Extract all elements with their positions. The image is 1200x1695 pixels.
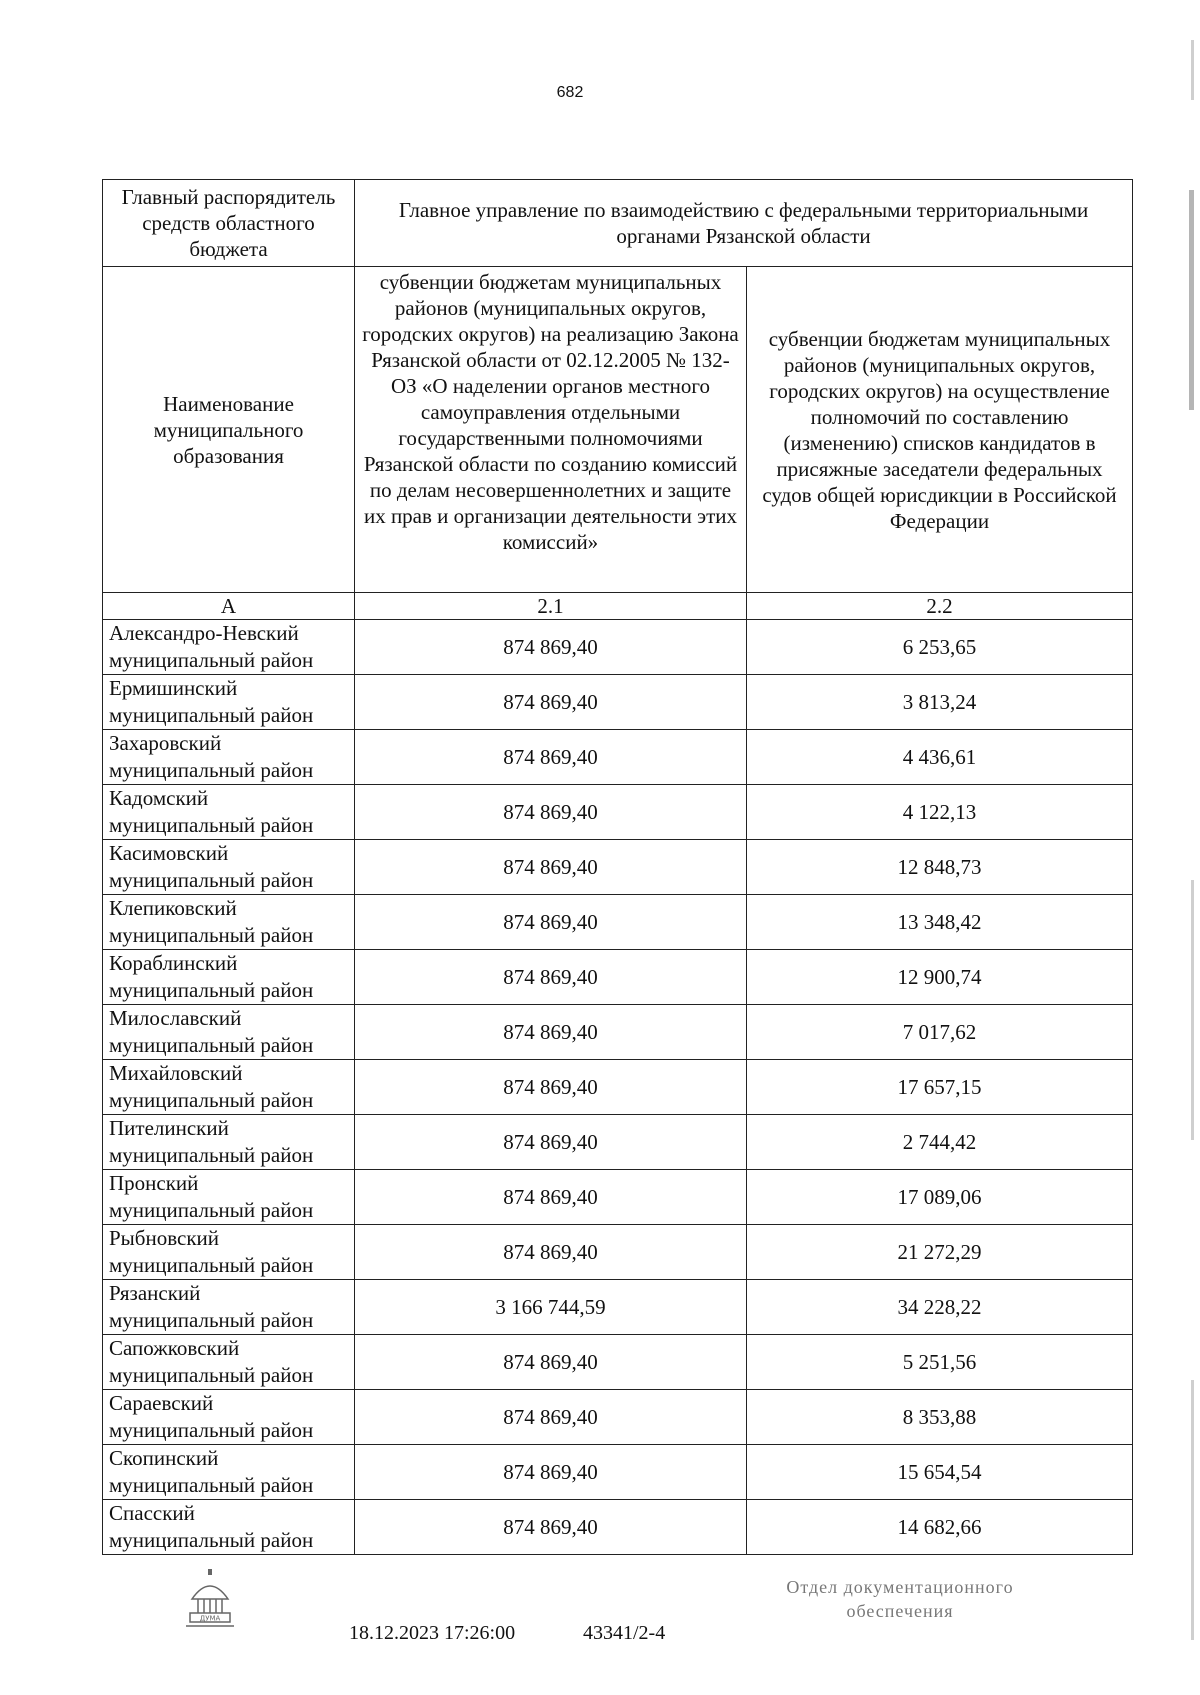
municipality-type: муниципальный район	[109, 1418, 314, 1442]
municipality-name: Кадомский	[109, 786, 209, 810]
logo-text: ДУМА	[199, 1614, 221, 1623]
value-2-2-cell: 12 900,74	[747, 950, 1133, 1005]
scan-edge-mark	[1191, 1380, 1194, 1640]
municipality-type: муниципальный район	[109, 648, 314, 672]
municipality-name: Клепиковский	[109, 896, 237, 920]
table-row	[103, 785, 1133, 840]
value-2-1-cell: 874 869,40	[355, 1225, 747, 1280]
table-row	[103, 620, 1133, 675]
municipality-name-cell	[103, 675, 355, 730]
municipality-name-cell	[103, 895, 355, 950]
value-2-2-cell: 21 272,29	[747, 1225, 1133, 1280]
scan-edge-mark	[1189, 190, 1194, 410]
municipality-name: Рыбновский	[109, 1226, 220, 1250]
municipality-name: Михайловский	[109, 1061, 243, 1085]
municipality-type: муниципальный район	[109, 1143, 314, 1167]
table-row	[103, 730, 1133, 785]
municipality-name-cell	[103, 1500, 355, 1555]
value-2-1-cell: 874 869,40	[355, 1445, 747, 1500]
value-2-1-cell: 874 869,40	[355, 675, 747, 730]
header-distributor-label: Главный распорядитель средств областного бюджета	[103, 180, 355, 267]
column-code-a: А	[103, 593, 355, 620]
table-row	[103, 1225, 1133, 1280]
table-row	[103, 1335, 1133, 1390]
stamp-line-2: обеспечения	[846, 1601, 954, 1621]
municipality-name: Кораблинский	[109, 951, 238, 975]
value-2-2-cell: 7 017,62	[747, 1005, 1133, 1060]
table-row	[103, 675, 1133, 730]
value-2-1-cell: 874 869,40	[355, 1005, 747, 1060]
value-2-2-cell: 3 813,24	[747, 675, 1133, 730]
table-body	[103, 620, 1133, 1555]
value-2-1-cell: 874 869,40	[355, 620, 747, 675]
municipality-name-cell	[103, 1445, 355, 1500]
table-row	[103, 1500, 1133, 1555]
header-row-distributor	[103, 180, 1133, 267]
municipality-name: Касимовский	[109, 841, 229, 865]
budget-table	[102, 179, 1133, 1555]
municipality-name: Пронский	[109, 1171, 199, 1195]
municipality-type: муниципальный район	[109, 1088, 314, 1112]
header-row-column-codes	[103, 593, 1133, 620]
municipality-name-cell	[103, 950, 355, 1005]
header-municipality-label: Наименование муниципального образования	[103, 267, 355, 593]
table-row	[103, 840, 1133, 895]
table-row	[103, 1115, 1133, 1170]
municipality-type: муниципальный район	[109, 1308, 314, 1332]
duma-logo-icon	[184, 1569, 236, 1634]
value-2-2-cell: 13 348,42	[747, 895, 1133, 950]
value-2-1-cell: 874 869,40	[355, 785, 747, 840]
municipality-name: Пителинский	[109, 1116, 229, 1140]
municipality-name: Сараевский	[109, 1391, 214, 1415]
header-col-2-1-description: субвенции бюджетам муниципальных районов (муниципальных округов, городских округов) на реализацию Закона Рязанской области от 02.12.2005 № 132-ОЗ «О наделении органов местного самоуправления отдельными государственными полномочиями Рязанской области по созданию комиссий по делам несовершеннолетних и защите их прав и организации деятельности этих комиссий»	[355, 267, 747, 593]
value-2-2-cell: 5 251,56	[747, 1335, 1133, 1390]
municipality-name-cell	[103, 1115, 355, 1170]
municipality-name-cell	[103, 620, 355, 675]
value-2-1-cell: 874 869,40	[355, 895, 747, 950]
department-stamp	[760, 1575, 1040, 1623]
municipality-type: муниципальный район	[109, 1528, 314, 1552]
value-2-1-cell: 874 869,40	[355, 1170, 747, 1225]
municipality-name: Захаровский	[109, 731, 222, 755]
municipality-name: Скопинский	[109, 1446, 219, 1470]
municipality-type: муниципальный район	[109, 1363, 314, 1387]
municipality-type: муниципальный район	[109, 758, 314, 782]
value-2-1-cell: 3 166 744,59	[355, 1280, 747, 1335]
scan-edge-mark	[1191, 880, 1194, 1140]
municipality-type: муниципальный район	[109, 1198, 314, 1222]
value-2-2-cell: 12 848,73	[747, 840, 1133, 895]
table-row	[103, 1005, 1133, 1060]
value-2-1-cell: 874 869,40	[355, 950, 747, 1005]
municipality-name-cell	[103, 1225, 355, 1280]
value-2-2-cell: 34 228,22	[747, 1280, 1133, 1335]
municipality-name: Милославский	[109, 1006, 242, 1030]
table-row	[103, 1060, 1133, 1115]
value-2-1-cell: 874 869,40	[355, 840, 747, 895]
municipality-type: муниципальный район	[109, 978, 314, 1002]
header-distributor-value: Главное управление по взаимодействию с федеральными территориальными органами Рязанской области	[355, 180, 1133, 267]
page-number: 682	[556, 84, 584, 101]
municipality-type: муниципальный район	[109, 1473, 314, 1497]
municipality-type: муниципальный район	[109, 703, 314, 727]
value-2-1-cell: 874 869,40	[355, 1390, 747, 1445]
municipality-name-cell	[103, 840, 355, 895]
table-row	[103, 1445, 1133, 1500]
header-row-descriptions	[103, 267, 1133, 593]
municipality-type: муниципальный район	[109, 1033, 314, 1057]
column-code-2-2: 2.2	[747, 593, 1133, 620]
municipality-type: муниципальный район	[109, 923, 314, 947]
header-col-2-2-description: субвенции бюджетам муниципальных районов (муниципальных округов, городских округов) на осуществление полномочий по составлению (изменению) списков кандидатов в присяжные заседатели федеральных судов общей юрисдикции в Российской Федерации	[747, 267, 1133, 593]
value-2-2-cell: 8 353,88	[747, 1390, 1133, 1445]
municipality-name-cell	[103, 785, 355, 840]
municipality-name-cell	[103, 1060, 355, 1115]
municipality-name: Ермишинский	[109, 676, 238, 700]
municipality-name-cell	[103, 1335, 355, 1390]
value-2-1-cell: 874 869,40	[355, 730, 747, 785]
table-row	[103, 1170, 1133, 1225]
footer-doc-code: 43341/2-4	[583, 1622, 666, 1644]
table-row	[103, 950, 1133, 1005]
value-2-1-cell: 874 869,40	[355, 1335, 747, 1390]
value-2-1-cell: 874 869,40	[355, 1060, 747, 1115]
municipality-name-cell	[103, 1170, 355, 1225]
stamp-line-1: Отдел документационного	[786, 1577, 1014, 1597]
municipality-name-cell	[103, 730, 355, 785]
municipality-type: муниципальный район	[109, 813, 314, 837]
value-2-2-cell: 6 253,65	[747, 620, 1133, 675]
municipality-name-cell	[103, 1280, 355, 1335]
municipality-name: Сапожковский	[109, 1336, 240, 1360]
municipality-type: муниципальный район	[109, 868, 314, 892]
page-footer	[0, 1569, 1200, 1669]
value-2-2-cell: 4 122,13	[747, 785, 1133, 840]
municipality-name: Александро-Невский	[109, 621, 299, 645]
value-2-2-cell: 14 682,66	[747, 1500, 1133, 1555]
value-2-1-cell: 874 869,40	[355, 1500, 747, 1555]
municipality-name-cell	[103, 1390, 355, 1445]
table-row	[103, 1390, 1133, 1445]
value-2-2-cell: 17 089,06	[747, 1170, 1133, 1225]
value-2-2-cell: 15 654,54	[747, 1445, 1133, 1500]
municipality-type: муниципальный район	[109, 1253, 314, 1277]
scan-edge-mark	[1191, 40, 1194, 100]
table-row	[103, 1280, 1133, 1335]
column-code-2-1: 2.1	[355, 593, 747, 620]
municipality-name: Спасский	[109, 1501, 195, 1525]
value-2-1-cell: 874 869,40	[355, 1115, 747, 1170]
value-2-2-cell: 17 657,15	[747, 1060, 1133, 1115]
value-2-2-cell: 4 436,61	[747, 730, 1133, 785]
table-row	[103, 895, 1133, 950]
municipality-name-cell	[103, 1005, 355, 1060]
footer-datetime: 18.12.2023 17:26:00	[349, 1622, 516, 1644]
value-2-2-cell: 2 744,42	[747, 1115, 1133, 1170]
municipality-name: Рязанский	[109, 1281, 201, 1305]
